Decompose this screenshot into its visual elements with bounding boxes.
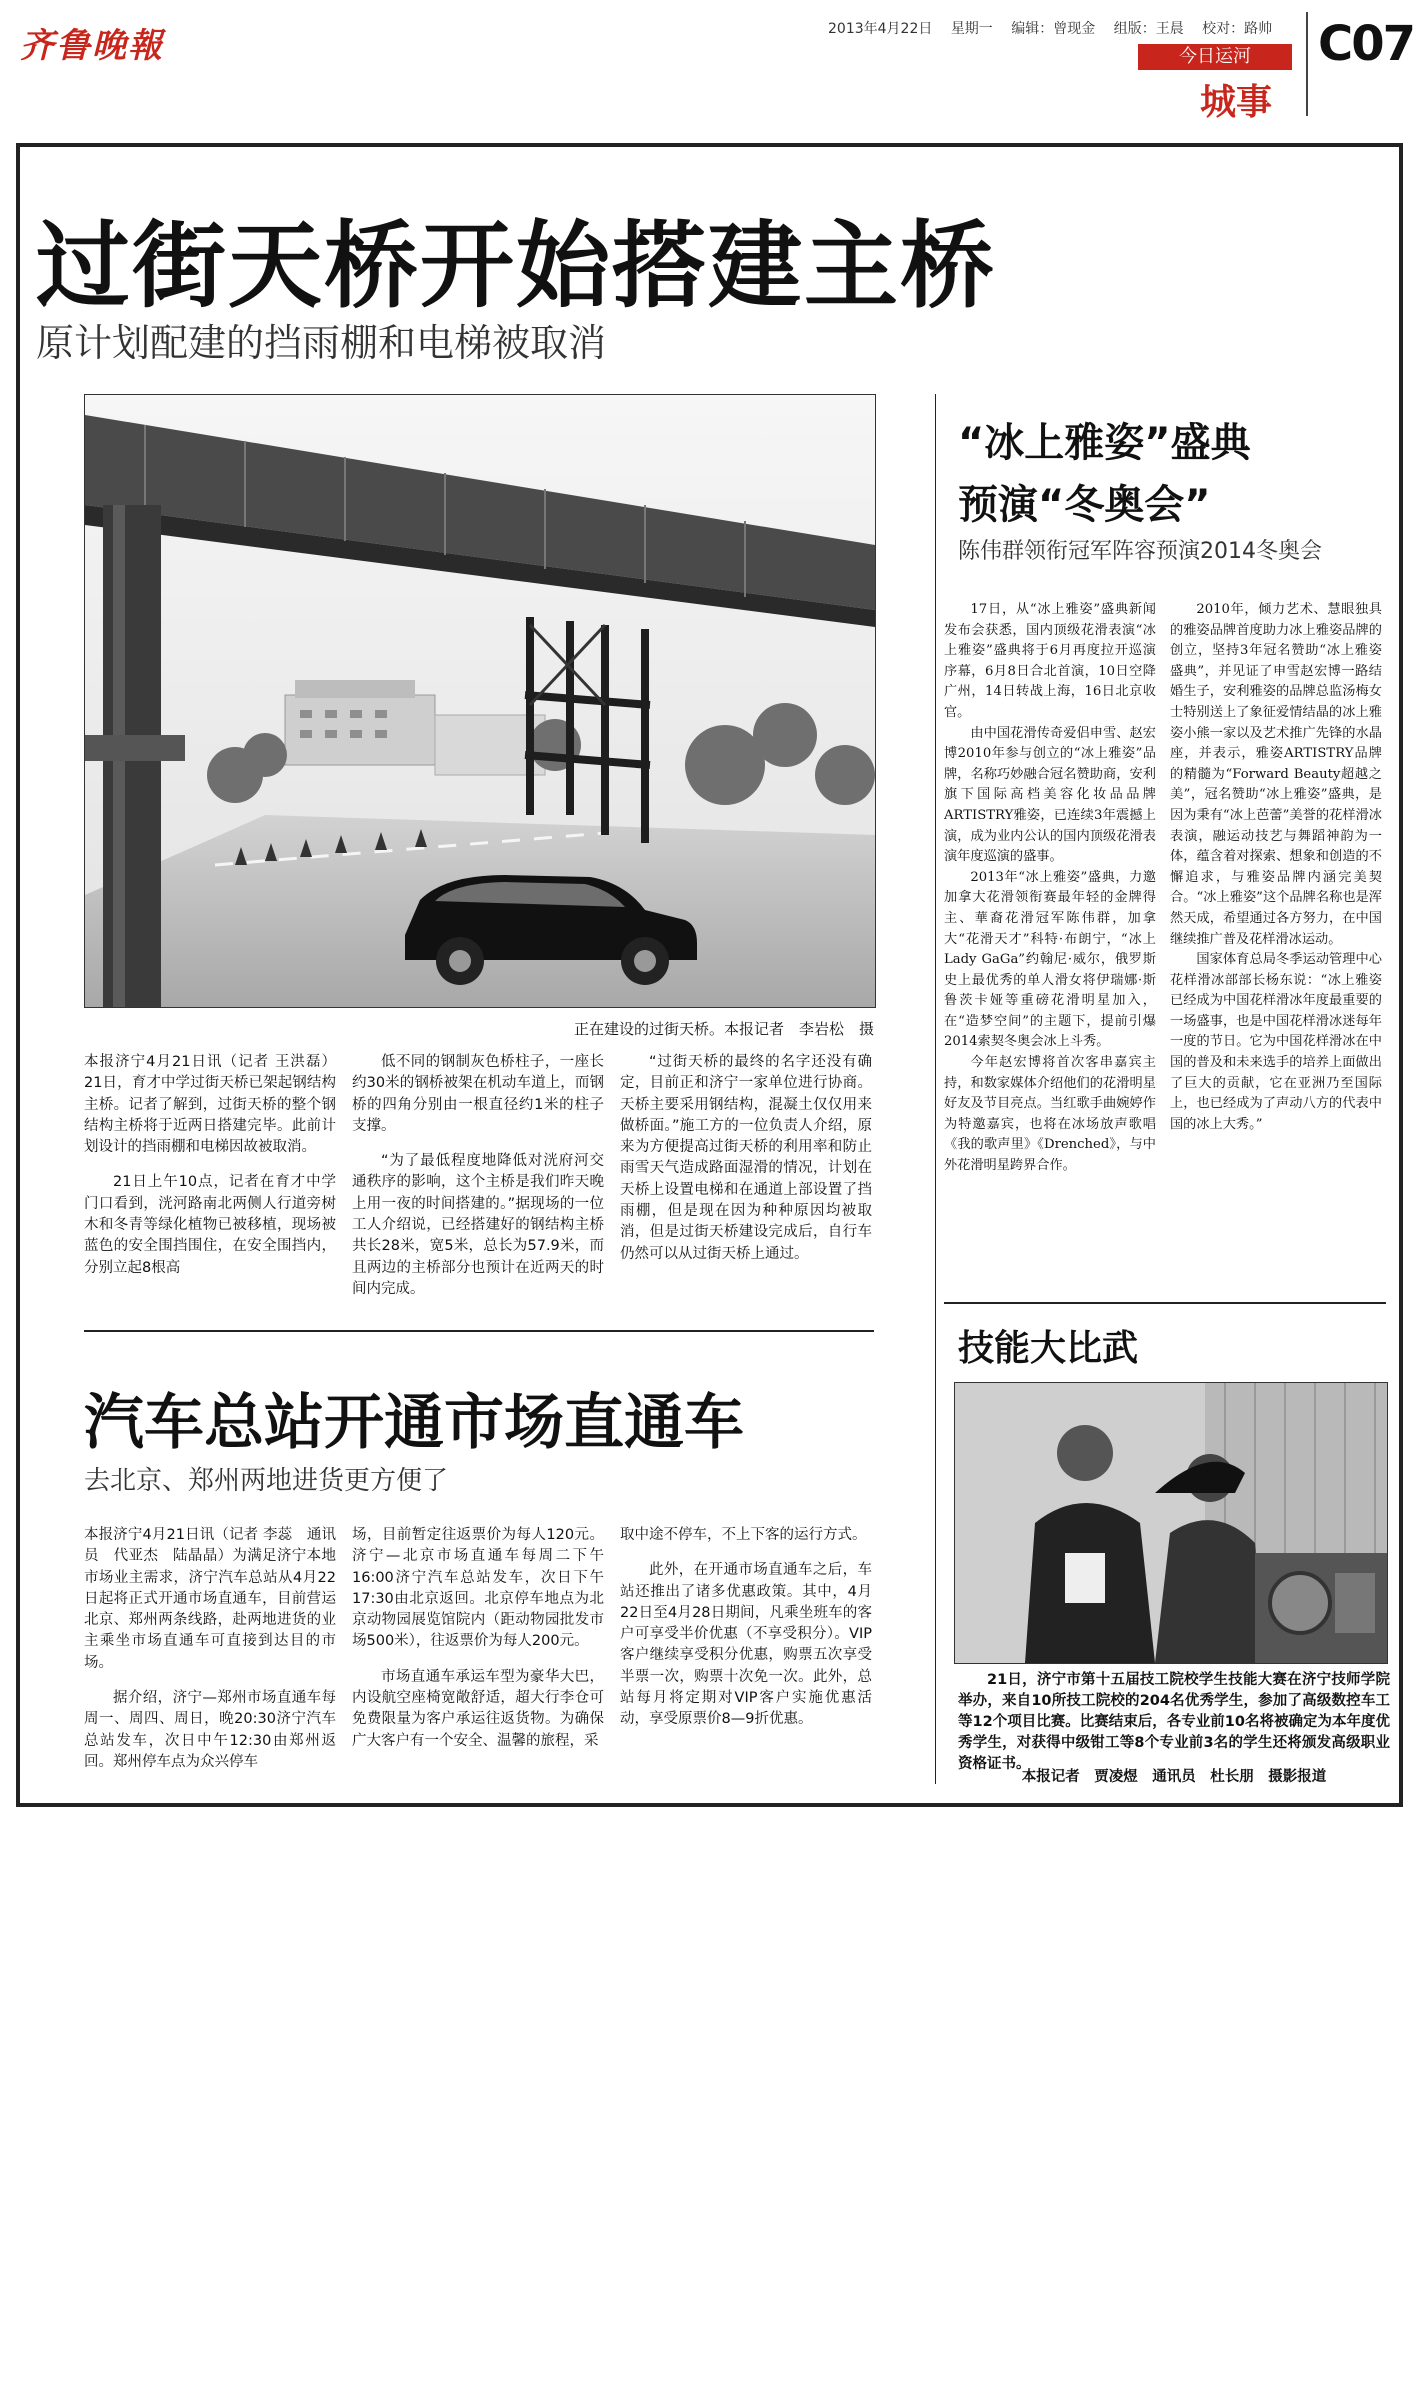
lead-article-col-1 bbox=[84, 1052, 336, 1279]
layout-credit: 组版：王晨 bbox=[1113, 21, 1184, 37]
masthead-divider bbox=[1306, 12, 1308, 116]
sidebar-paragraph: 2010年，倾力艺术、慧眼独具的雅姿品牌首度助力冰上雅姿品牌的创立，坚持3年冠名赞助“冰上雅姿盛典”，并见证了申雪赵宏博一路结婚生子，安利雅姿的品牌总监汤梅女士特别送上了象征爱情结晶的冰上雅姿小熊一家以及艺术推广先锋的水晶座，并表示，雅姿ARTISTRY品牌的精髓为“Forward Beauty超越之美”，冠名赞助“冰上雅姿”盛典，是因为秉有“冰上芭蕾”美誉的花样滑冰表演，融运动技艺与舞蹈神韵为一体，蕴含着对探索、想象和创造的不懈追求，与雅姿品牌内涵完美契合。“冰上雅姿”这个品牌名称也是浑然天成，希望通过各方努力，在中国继续推广普及花样滑冰运动。 bbox=[1170, 602, 1382, 947]
skill-contest-photo bbox=[954, 1382, 1388, 1664]
skill-photo-illustration bbox=[955, 1383, 1387, 1663]
skill-photo-credit: 本报记者 贾凌煜 通讯员 杜长朋 摄影报道 bbox=[1021, 1769, 1327, 1785]
editor-credit: 编辑：曾现金 bbox=[1011, 21, 1096, 37]
lead-paragraph: “为了最低程度地降低对洸府河交通秩序的影响，这个主桥是我们昨天晚上用一夜的时间搭建的。”据现场的一位工人介绍说，已经搭建好的钢结构主桥共长28米，宽5米，总长为57.9米，而且两边的主桥部分也预计在近两天的时间内完成。 bbox=[352, 1153, 604, 1297]
lead-paragraph: 本报济宁4月21日讯（记者 王洪磊） 21日，育才中学过街天桥已架起钢结构主桥。记者了解到，过街天桥的整个钢结构主桥将于近两日搭建完毕。此前计划设计的挡雨棚和电梯因故被取消。 bbox=[84, 1054, 336, 1156]
sidebar-paragraph: 今年赵宏博将首次客串嘉宾主持，和数家媒体介绍他们的花滑明星好友及节目亮点。当红歌手曲婉婷作为特邀嘉宾，也将在冰场放声歌唱《我的歌声里》《Drenched》，与中外花滑明星跨界合作。 bbox=[944, 1055, 1156, 1174]
lead-article-col-2 bbox=[352, 1052, 604, 1300]
page-code: C07 bbox=[1318, 16, 1415, 72]
proof-credit: 校对：路帅 bbox=[1202, 21, 1273, 37]
second-paragraph: 本报济宁4月21日讯（记者 李蕊 通讯员 代亚杰 陆晶晶）为满足济宁本地市场业主需求，济宁汽车总站从4月22日起将正式开通市场直通车，目前营运北京、郑州两条线路，赴两地进货的业主乘坐市场直通车可直接到达目的市场。 bbox=[84, 1527, 336, 1671]
second-paragraph: 取中途不停车，不上下客的运行方式。 bbox=[620, 1527, 867, 1543]
article-divider bbox=[84, 1330, 874, 1332]
sidebar-divider bbox=[935, 394, 936, 1784]
sidebar-paragraph: 国家体育总局冬季运动管理中心花样滑冰部部长杨东说：“冰上雅姿已经成为中国花样滑冰年度最重要的一场盛事，也是中国花样滑冰迷每年一度的节日。它为中国花样滑冰在中国的普及和未来选手的培养上面做出了巨大的贡献，它在亚洲乃至国际上，也已经成为了声动八方的代表中国的冰上大秀。” bbox=[1170, 952, 1382, 1132]
lead-paragraph: 低不同的钢制灰色桥柱子，一座长约30米的钢桥被架在机动车道上，而钢桥的四角分别由一根直径约1米的柱子支撑。 bbox=[352, 1054, 604, 1134]
page-meta bbox=[828, 18, 1286, 38]
sidebar-paragraph: 2013年“冰上雅姿”盛典，力邀加拿大花滑领衔赛最年轻的金牌得主、華裔花滑冠军陈伟群，加拿大“花滑天才”科特·布朗宁，“冰上Lady GaGa”约翰尼·威尔，俄罗斯史上最优秀的单人滑女将伊瑞娜·斯鲁茨卡娅等重磅花滑明星加入，在“造梦空间”的主题下，提前引爆2014索契冬奥会冰上斗秀。 bbox=[944, 869, 1156, 1050]
sidebar-col-2 bbox=[1170, 600, 1382, 1135]
second-article-col-3 bbox=[620, 1525, 872, 1731]
second-paragraph: 场，目前暂定往返票价为每人120元。济宁—北京市场直通车每周二下午16:00济宁汽车总站发车，次日下午17:30由北京返回。北京停车地点为北京动物园展览馆院内（距动物园批发市场500米），往返票价为每人200元。 bbox=[352, 1527, 604, 1650]
skill-headline: 技能大比武 bbox=[958, 1328, 1139, 1369]
sidebar-headline-line-1: “冰上雅姿”盛典 bbox=[958, 420, 1251, 466]
second-headline: 汽车总站开通市场直通车 bbox=[84, 1388, 744, 1458]
issue-date: 2013年4月22日 bbox=[828, 21, 933, 37]
issue-weekday: 星期一 bbox=[950, 21, 993, 37]
lead-subhead: 原计划配建的挡雨棚和电梯被取消 bbox=[36, 321, 607, 365]
sidebar-paragraph: 由中国花滑传奇爱侣申雪、赵宏博2010年参与创立的“冰上雅姿”品牌，名称巧妙融合冠名赞助商，安利旗下国际高档美容化妆品品牌ARTISTRY雅姿，已连续3年震撼上演，成为业内公认的国内顶级花滑表演年度巡演的盛事。 bbox=[944, 725, 1156, 865]
lead-headline: 过街天桥开始搭建主桥 bbox=[36, 212, 997, 321]
second-subhead: 去北京、郑州两地进货更方便了 bbox=[84, 1466, 449, 1496]
skill-photo-caption bbox=[958, 1670, 1390, 1775]
bridge-photo-caption: 正在建设的过街天桥。本报记者 李岩松 摄 bbox=[573, 1020, 874, 1038]
lead-article-col-3 bbox=[620, 1052, 872, 1265]
newspaper-logo: 齐鲁晚報 bbox=[20, 26, 164, 66]
lead-paragraph: 21日上午10点，记者在育才中学门口看到，洸河路南北两侧人行道旁树木和冬青等绿化植物已被移植，现场被蓝色的安全围挡围住，在安全围挡内，分别立起8根高 bbox=[84, 1174, 336, 1276]
bridge-photo-illustration bbox=[85, 395, 875, 1007]
second-article-col-1 bbox=[84, 1525, 336, 1773]
second-paragraph: 市场直通车承运车型为豪华大巴，内设航空座椅宽敞舒适，超大行李仓可免费限量为客户承运往返货物。为确保广大客户有一个安全、温馨的旅程，采 bbox=[352, 1668, 604, 1749]
sidebar-subhead: 陈伟群领衔冠军阵容预演2014冬奥会 bbox=[958, 539, 1322, 564]
sidebar-paragraph: 17日，从“冰上雅姿”盛典新闻发布会获悉，国内顶级花滑表演“冰上雅姿”盛典将于6月再度拉开巡演序幕，6月8日合北首演，10日空降广州，14日转战上海，16日北京收官。 bbox=[944, 602, 1156, 720]
section-tag: 今日运河 bbox=[1138, 44, 1292, 70]
second-article-col-2 bbox=[352, 1525, 604, 1752]
sidebar-headline bbox=[958, 412, 1251, 536]
lead-paragraph: “过街天桥的最终的名字还没有确定，目前正和济宁一家单位进行协商。天桥主要采用钢结构，混凝土仅仅用来做桥面。”施工方的一位负责人介绍，原来为方便提高过街天桥的利用率和防止雨雪天气造成路面湿滑的情况，计划在天桥上设置电梯和在通道上部设置了挡雨棚，但是现在因为种种原因均被取消，但是过街天桥建设完成后，自行车仍然可以从过街天桥上通过。 bbox=[620, 1054, 872, 1262]
section-title: 城事 bbox=[1200, 82, 1273, 123]
sidebar-section-divider bbox=[944, 1302, 1386, 1304]
skill-caption-text: 21日，济宁市第十五届技工院校学生技能大赛在济宁技师学院举办，来自10所技工院校的204名优秀学生，参加了高级数控车工等12个项目比赛。比赛结束后，各专业前10名将被确定为本年度优秀学生，对获得中级钳工等8个专业前3名的学生还将颁发高级职业资格证书。 bbox=[958, 1672, 1390, 1772]
sidebar-col-1 bbox=[944, 600, 1156, 1177]
second-paragraph: 此外，在开通市场直通车之后，车站还推出了诸多优惠政策。其中，4月22日至4月28日期间，凡乘坐班车的客户可享受半价优惠（不享受积分）。VIP客户继续享受积分优惠，购票五次享受半票一次，购票十次免一次。此外，总站每月将定期对VIP客户实施优惠活动，享受原票价8—9折优惠。 bbox=[620, 1562, 872, 1728]
second-paragraph: 据介绍，济宁—郑州市场直通车每周一、周四、周日，晚20:30济宁汽车总站发车，次日中午12:30由郑州返回。郑州停车点为众兴停车 bbox=[84, 1690, 336, 1770]
bridge-construction-photo bbox=[84, 394, 876, 1008]
sidebar-headline-line-2: 预演“冬奥会” bbox=[958, 482, 1211, 528]
